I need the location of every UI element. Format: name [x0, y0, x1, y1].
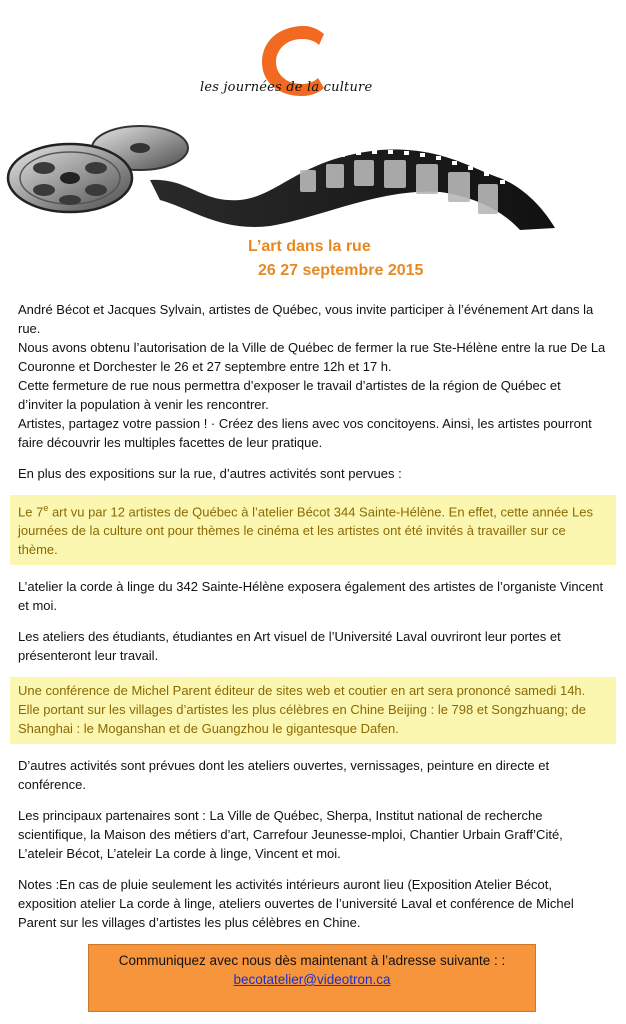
paragraph-other-activities: D’autres activités sont prévues dont les ateliers ouvertes, vernissages, peinture en directe et conférence.	[18, 758, 550, 793]
flyer-body	[18, 300, 608, 932]
paragraph-conference: Une conférence de Michel Parent éditeur de sites web et coutier en art sera prononcé samedi 14h. Elle portant sur les villages d’artistes les plus célèbres en Chine Beijing : le 798 et Songzhuang; de Shanghai : le Moganshan et de Guangzhou le gigantesque Dafen.	[18, 683, 587, 737]
paragraph-students: Les ateliers des étudiants, étudiantes en Art visuel de l’Université Laval ouvriront leur portes et présenteront leur travail.	[18, 629, 561, 664]
event-title: L’art dans la rue	[248, 238, 371, 255]
cinema-text-start: Le 7	[18, 504, 44, 520]
c-logo-icon	[200, 12, 390, 122]
culture-logo	[200, 12, 390, 122]
contact-label: Communiquez avec nous dès maintenant à l’adresse suivante : :	[118, 953, 506, 968]
paragraph-cinema	[18, 499, 608, 559]
email-link[interactable]: becotatelier@videotron.ca	[233, 972, 391, 987]
contact-box	[88, 944, 536, 1012]
highlight-box-cinema	[10, 495, 616, 565]
paragraph-artists: Artistes, partagez votre passion ! · Créez des liens avec vos concitoyens. Ainsi, les artistes pourront faire découvrir les multiples facettes de leur pratique.	[18, 416, 592, 450]
cinema-text-rest: art vu par 12 artistes de Québec à l’atelier Bécot 344 Sainte-Hélène. En effet, cette année Les journées de la culture ont pour thèmes le cinéma et les artistes ont été invités à travailler sur ce thème.	[18, 504, 593, 558]
event-date: 26 27 septembre 2015	[258, 262, 424, 279]
highlight-box-conference	[10, 677, 616, 744]
cinema-superscript: e	[43, 503, 49, 513]
paragraph-corde-a-linge: L’atelier la corde à linge du 342 Sainte-Hélène exposera également des artistes de l’organiste Vincent et moi.	[18, 579, 604, 614]
paragraph-intro: André Bécot et Jacques Sylvain, artistes de Québec, vous invite participer à l’événement Art dans la rue.	[18, 302, 594, 336]
logo-text: les journées de la culture	[200, 80, 373, 95]
paragraph-closure: Cette fermeture de rue nous permettra d’exposer le travail d’artistes de la région de Québec et d’inviter la population à venir les rencontrer.	[18, 378, 561, 412]
paragraph-authorization: Nous avons obtenu l’autorisation de la Ville de Québec de fermer la rue Ste-Hélène entre la rue De La Couronne et Dorchester le 26 et 27 septembre entre 12h et 17 h.	[18, 340, 606, 374]
paragraph-activities-intro: En plus des expositions sur la rue, d’autres activités sont pervues :	[18, 466, 402, 481]
paragraph-partners: Les principaux partenaires sont : La Ville de Québec, Sherpa, Institut national de recherche scientifique, la Maison des métiers d’art, Carrefour Jeunesse-mploi, Chantier Urbain Graff’Cité, L’ateleir Bécot, L’ateleir La corde à linge, Vincent et moi.	[18, 808, 563, 862]
paragraph-notes: Notes :En cas de pluie seulement les activités intérieurs auront lieu (Exposition Atelier Bécot, exposition atelier La corde à linge, ateliers ouvertes de l’université Laval et conférence de Michel Parent sur les villages d’artistes les plus célèbres en Chine.	[18, 877, 574, 931]
film-reel-icon	[0, 108, 560, 238]
